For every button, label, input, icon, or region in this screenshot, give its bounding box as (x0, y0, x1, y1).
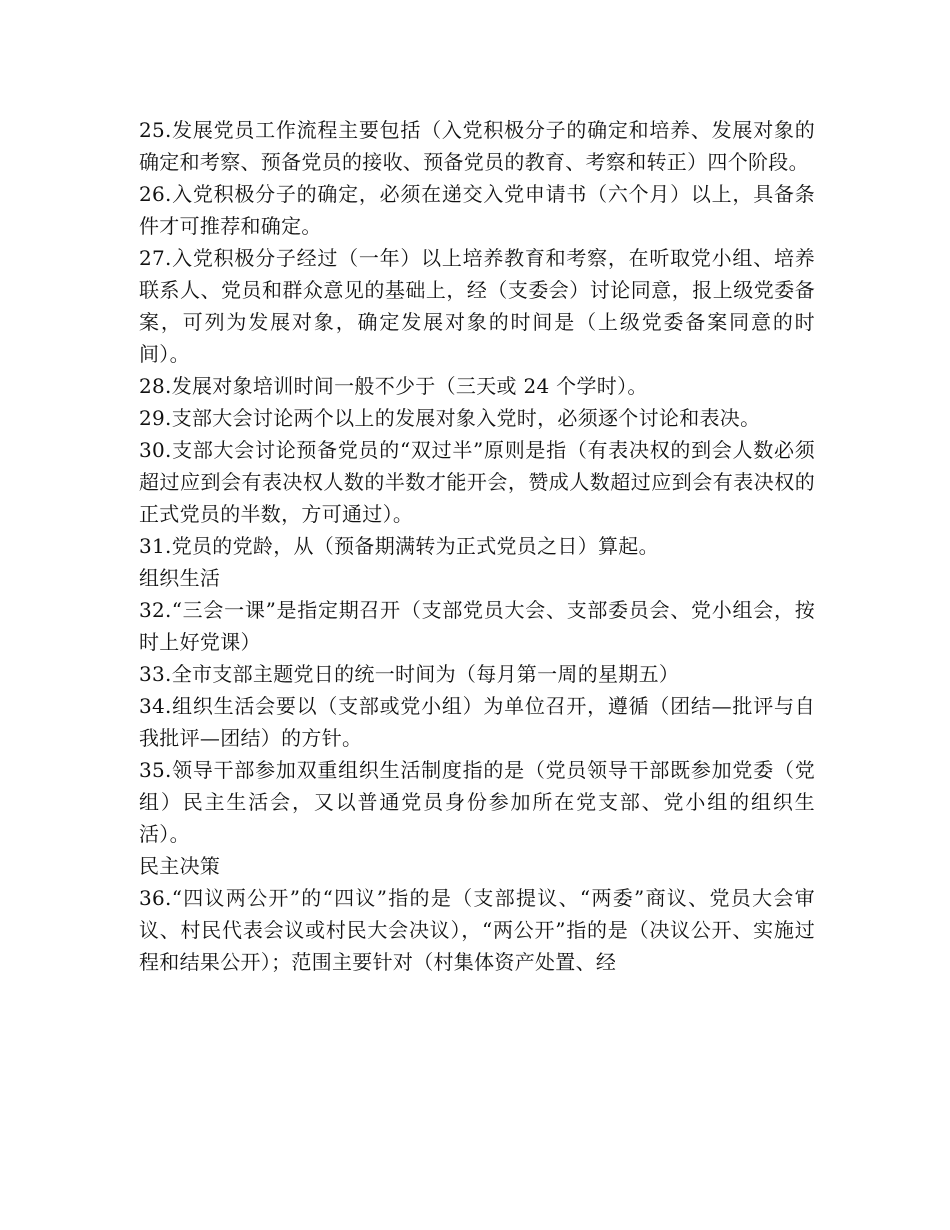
item-30: 30.支部大会讨论预备党员的“双过半”原则是指（有表决权的到会人数必须超过应到会有表决权人数的半数才能开会，赞成人数超过应到会有表决权的正式党员的半数，方可通过）。 (139, 438, 815, 526)
item-27: 27.入党积极分子经过（一年）以上培养教育和考察，在听取党小组、培养联系人、党员和群众意见的基础上，经（支委会）讨论同意，报上级党委备案，可列为发展对象，确定发展对象的时间是（上级党委备案同意的时间）。 (139, 246, 815, 366)
item-26: 26.入党积极分子的确定，必须在递交入党申请书（六个月）以上，具备条件才可推荐和确定。 (139, 182, 815, 238)
item-36: 36.“四议两公开”的“四议”指的是（支部提议、“两委”商议、党员大会审议、村民代表会议或村民大会决议），“两公开”指的是（决议公开、实施过程和结果公开）；范围主要针对（村集体资产处置、经 (139, 886, 815, 974)
item-34: 34.组织生活会要以（支部或党小组）为单位召开，遵循（团结—批评与自我批评—团结）的方针。 (139, 694, 815, 750)
item-25: 25.发展党员工作流程主要包括（入党积极分子的确定和培养、发展对象的确定和考察、预备党员的接收、预备党员的教育、考察和转正）四个阶段。 (139, 118, 815, 174)
item-28: 28.发展对象培训时间一般不少于（三天或 24 个学时）。 (139, 374, 648, 398)
section-heading-democratic-decision: 民主决策 (139, 854, 221, 878)
item-29: 29.支部大会讨论两个以上的发展对象入党时，必须逐个讨论和表决。 (139, 406, 761, 430)
document-body (139, 114, 815, 978)
section-heading-organization-life: 组织生活 (139, 566, 221, 590)
item-32: 32.“三会一课”是指定期召开（支部党员大会、支部委员会、党小组会，按时上好党课） (139, 598, 815, 654)
item-31: 31.党员的党龄，从（预备期满转为正式党员之日）算起。 (139, 534, 659, 558)
item-33: 33.全市支部主题党日的统一时间为（每月第一周的星期五） (139, 662, 680, 686)
item-35: 35.领导干部参加双重组织生活制度指的是（党员领导干部既参加党委（党组）民主生活会，又以普通党员身份参加所在党支部、党小组的组织生活）。 (139, 758, 815, 846)
